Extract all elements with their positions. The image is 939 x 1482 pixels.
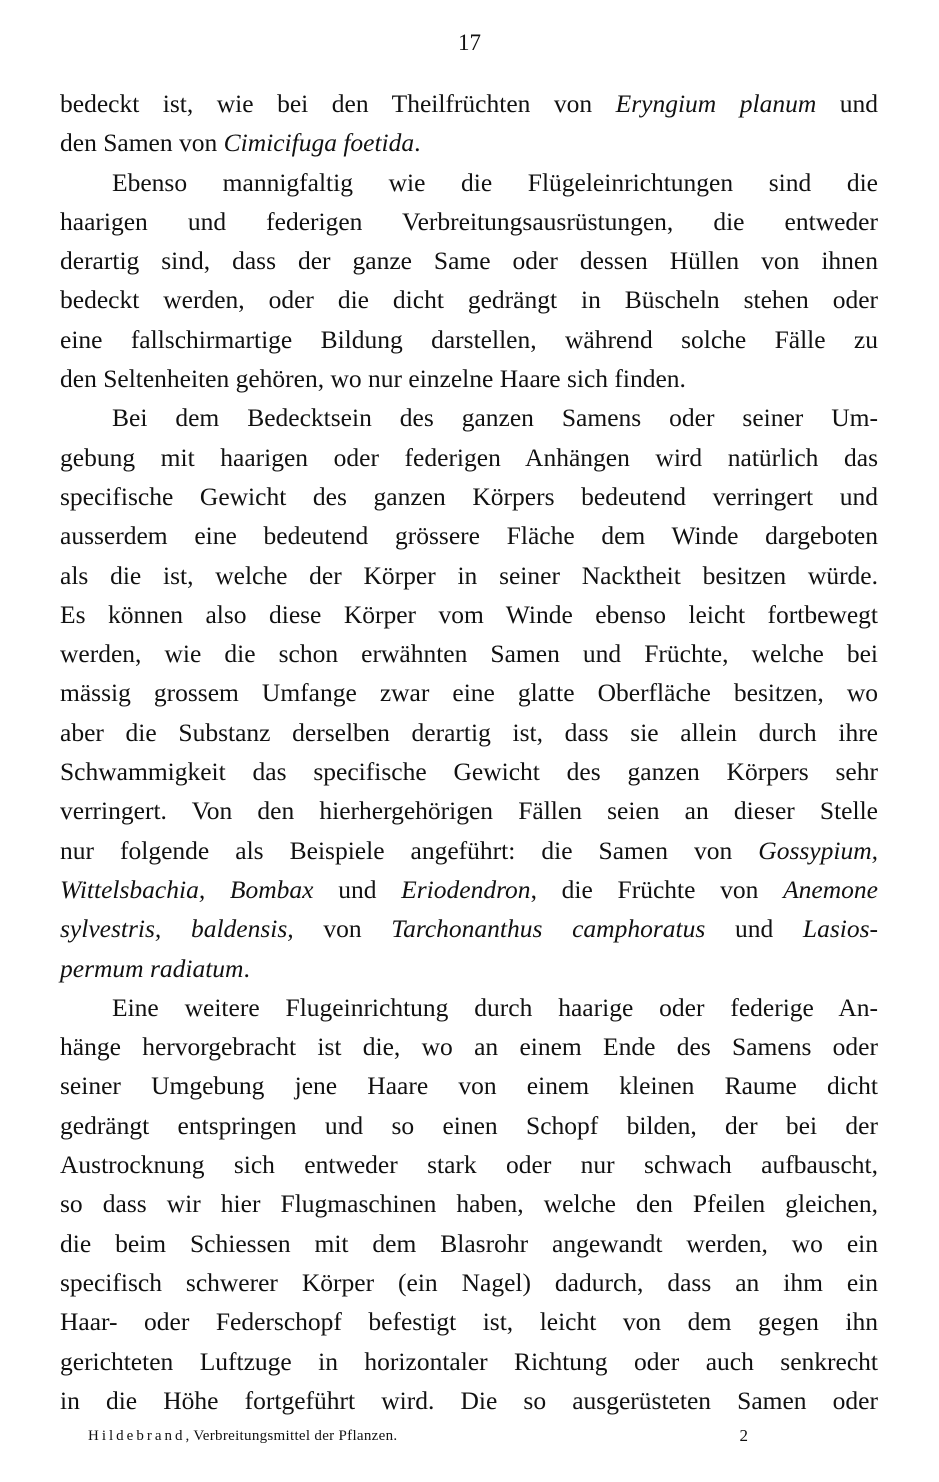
text-span: Haar- oder Federschopf befestigt ist, leicht von dem gegen ihn: [60, 1307, 878, 1337]
text-span: .: [243, 953, 250, 983]
text-span: Bei dem Bedecktsein des ganzen Samens oder seiner Um-: [112, 403, 878, 433]
text-line: [60, 595, 878, 634]
text-line: [60, 870, 878, 909]
text-line: [60, 1145, 878, 1184]
text-line: [60, 123, 878, 162]
text-span: hänge hervorgebracht ist die, wo an einem Ende des Samens oder: [60, 1032, 878, 1062]
text-span: ausserdem eine bedeutend grössere Fläche dem Winde dargeboten: [60, 521, 878, 551]
text-span: nur folgende als Beispiele angeführt: die Samen von: [60, 835, 759, 865]
text-line: [60, 359, 878, 398]
text-span: gerichteten Luftzuge in horizontaler Richtung oder auch senkrecht: [60, 1346, 878, 1376]
page-footer: [88, 1424, 748, 1448]
text-line: [60, 1381, 878, 1420]
text-line: [60, 1106, 878, 1145]
text-span: werden, wie die schon erwähnten Samen und Früchte, welche bei: [60, 639, 878, 669]
text-line: [60, 1224, 878, 1263]
text-span: in die Höhe fortgeführt wird. Die so ausgerüsteten Samen oder: [60, 1385, 878, 1415]
text-span: verringert. Von den hierhergehörigen Fällen seien an dieser Stelle: [60, 796, 878, 826]
text-span: mässig grossem Umfange zwar eine glatte Oberfläche besitzen, wo: [60, 678, 878, 708]
text-span: aber die Substanz derselben derartig ist, dass sie allein durch ihre: [60, 717, 878, 747]
text-line: [60, 752, 878, 791]
text-line: [60, 713, 878, 752]
text-span: Eine weitere Flugeinrichtung durch haarige oder federige An-: [112, 992, 878, 1022]
italic-span: permum radiatum: [60, 953, 244, 983]
text-line: [60, 1066, 878, 1105]
text-span: derartig sind, dass der ganze Same oder dessen Hüllen von ihnen: [60, 246, 878, 276]
text-line: [60, 438, 878, 477]
body-text: [60, 84, 878, 1420]
text-span: .: [414, 128, 421, 158]
text-span: als die ist, welche der Körper in seiner Nacktheit besitzen würde.: [60, 560, 878, 590]
text-line: [60, 556, 878, 595]
text-line: [60, 477, 878, 516]
text-span: eine fallschirmartige Bildung darstellen, während solche Fälle zu: [60, 324, 878, 354]
text-line: [60, 949, 878, 988]
text-line: [60, 1027, 878, 1066]
text-line: [60, 398, 878, 437]
text-span: den Seltenheiten gehören, wo nur einzelne Haare sich finden.: [60, 364, 686, 394]
text-span: Austrocknung sich entweder stark oder nur schwach aufbauscht,: [60, 1150, 878, 1180]
text-span: haarigen und federigen Verbreitungsausrüstungen, die entweder: [60, 206, 878, 236]
text-line: [60, 202, 878, 241]
footer-title: , Verbreitungsmittel der Pflanzen.: [185, 1428, 398, 1444]
signature-mark: 2: [739, 1426, 748, 1445]
text-span: und: [313, 874, 402, 904]
text-line: [60, 1263, 878, 1302]
text-span: gebung mit haarigen oder federigen Anhängen wird natürlich das: [60, 442, 878, 472]
text-line: [60, 280, 878, 319]
text-span: bedeckt werden, oder die dicht gedrängt in Büscheln stehen oder: [60, 285, 878, 315]
text-line: [60, 831, 878, 870]
text-span: den Samen von: [60, 128, 224, 158]
text-line: [60, 320, 878, 359]
text-span: specifische Gewicht des ganzen Körpers bedeutend verringert und: [60, 481, 878, 511]
footer-citation: [88, 1424, 397, 1448]
text-span: seiner Umgebung jene Haare von einem kleinen Raume dicht: [60, 1071, 878, 1101]
italic-span: Eriodendron: [401, 874, 531, 904]
italic-span: Gossypium,: [758, 835, 878, 865]
text-line: [60, 909, 878, 948]
text-line: [60, 791, 878, 830]
italic-span: Wittelsbachia, Bombax: [60, 874, 314, 904]
text-line: [60, 516, 878, 555]
text-span: Ebenso mannigfaltig wie die Flügeleinrichtungen sind die: [112, 167, 878, 197]
text-span: bedeckt ist, wie bei den Theilfrüchten von: [60, 89, 616, 118]
italic-span: Lasios-: [802, 914, 878, 944]
text-span: specifisch schwerer Körper (ein Nagel) dadurch, dass an ihm ein: [60, 1267, 878, 1297]
text-line: [60, 84, 878, 123]
text-span: die beim Schiessen mit dem Blasrohr angewandt werden, wo ein: [60, 1228, 878, 1258]
text-line: [60, 673, 878, 712]
text-line: [60, 1342, 878, 1381]
italic-span: Eryngium planum: [615, 89, 817, 118]
text-span: Es können also diese Körper vom Winde ebenso leicht fortbewegt: [60, 599, 878, 629]
text-span: von: [293, 914, 392, 944]
text-line: [60, 988, 878, 1027]
text-span: Schwammigkeit das specifische Gewicht des ganzen Körpers sehr: [60, 757, 878, 787]
page-number: 17: [458, 30, 481, 55]
text-span: so dass wir hier Flugmaschinen haben, welche den Pfeilen gleichen,: [60, 1189, 878, 1219]
italic-span: sylvestris, baldensis,: [60, 914, 294, 944]
text-line: [60, 1184, 878, 1223]
text-line: [60, 241, 878, 280]
text-line: [60, 634, 878, 673]
footer-author: Hildebrand: [88, 1428, 186, 1444]
italic-span: Tarchonanthus camphoratus: [391, 914, 706, 944]
text-span: , die Früchte von: [530, 874, 784, 904]
italic-span: Cimicifuga foetida: [223, 128, 415, 158]
text-line: [60, 163, 878, 202]
text-span: und: [705, 914, 803, 944]
text-line: [60, 1302, 878, 1341]
text-span: gedrängt entspringen und so einen Schopf bilden, der bei der: [60, 1110, 878, 1140]
text-span: und: [816, 89, 878, 118]
italic-span: Anemone: [783, 874, 878, 904]
